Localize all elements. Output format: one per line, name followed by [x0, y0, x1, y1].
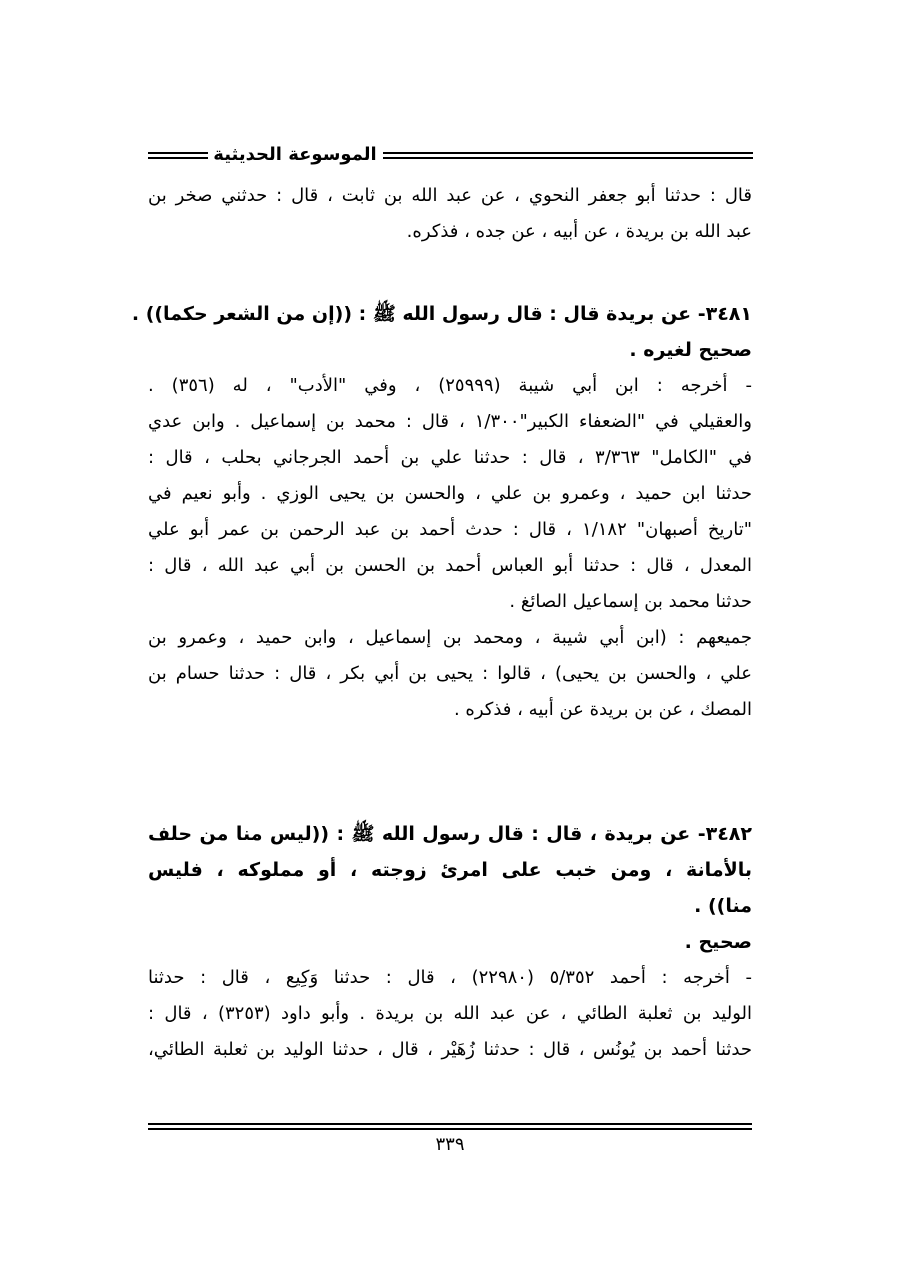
takhrij-line: حدثنا أحمد بن يُونُس ، قال : حدثنا زُهَيْر ، قال ، حدثنا الوليد بن ثعلبة الطائي،: [148, 1039, 752, 1060]
hadith-text: ٣٤٨١- عن بريدة قال : قال رسول الله ﷺ : ((إن من الشعر حكما)) .: [131, 303, 752, 325]
takhrij-line: - أخرجه : ابن أبي شيبة (٢٥٩٩٩) ، وفي "الأدب" ، له (٣٥٦) .: [148, 375, 752, 396]
hadith-text: ٣٤٨٢- عن بريدة ، قال : قال رسول الله ﷺ : ((ليس منا من حلف: [148, 823, 752, 845]
takhrij-line: حدثنا ابن حميد ، وعمرو بن علي ، والحسن بن يحيى الوزي . وأبو نعيم في: [148, 483, 752, 504]
hadith-text: منا)) .: [694, 895, 752, 917]
hadith-3482: [148, 816, 752, 1068]
takhrij-line: في "الكامل" ٣/٣٦٣ ، قال : حدثنا علي بن أحمد الجرجاني بحلب ، قال :: [148, 447, 753, 468]
takhrij-line: علي ، والحسن بن يحيى) ، قالوا : يحيى بن أبي بكر ، قال : حدثنا حسام بن: [148, 663, 752, 684]
continuation-paragraph: [148, 178, 752, 250]
header-rule-left: [148, 152, 208, 162]
takhrij-line: المصك ، عن بن بريدة عن أبيه ، فذكره .: [453, 699, 752, 720]
takhrij-line: الوليد بن ثعلبة الطائي ، عن عبد الله بن بريدة . وأبو داود (٣٢٥٣) ، قال :: [148, 1003, 752, 1024]
text-line: قال : حدثنا أبو جعفر النحوي ، عن عبد الله بن ثابت ، قال : حدثني صخر بن: [148, 185, 752, 206]
hadith-grade: صحيح .: [684, 931, 752, 953]
footer: [148, 1123, 752, 1130]
hadith-grade: صحيح لغيره .: [629, 339, 752, 361]
takhrij-line: "تاريخ أصبهان" ١/١٨٢ ، قال : حدث أحمد بن عبد الرحمن بن عمر أبو علي: [148, 519, 752, 540]
footer-rule: [148, 1123, 752, 1125]
takhrij-line: المعدل ، قال : حدثنا أبو العباس أحمد بن الحسن بن أبي عبد الله ، قال :: [148, 555, 752, 576]
header-title: الموسوعة الحديثية: [213, 144, 377, 165]
text-line: عبد الله بن بريدة ، عن أبيه ، عن جده ، فذكره.: [406, 221, 752, 242]
takhrij-line: والعقيلي في "الضعفاء الكبير"١/٣٠٠ ، قال : محمد بن إسماعيل . وابن عدي: [148, 411, 752, 432]
header-rule-right: [383, 152, 753, 162]
hadith-text: بالأمانة ، ومن خبب على امرئ زوجته ، أو مملوكه ، فليس: [148, 859, 752, 881]
page-number: ٣٣٩: [435, 1134, 465, 1155]
takhrij-line: حدثنا محمد بن إسماعيل الصائغ .: [509, 591, 752, 612]
hadith-3481: [131, 296, 753, 728]
takhrij-line: جميعهم : (ابن أبي شيبة ، ومحمد بن إسماعيل ، وابن حميد ، وعمرو بن: [148, 627, 752, 648]
takhrij-line: - أخرجه : أحمد ٥/٣٥٢ (٢٢٩٨٠) ، قال : حدثنا وَكِيع ، قال : حدثنا: [148, 967, 753, 988]
footer-rule: [148, 1128, 752, 1130]
running-header: [148, 140, 753, 170]
